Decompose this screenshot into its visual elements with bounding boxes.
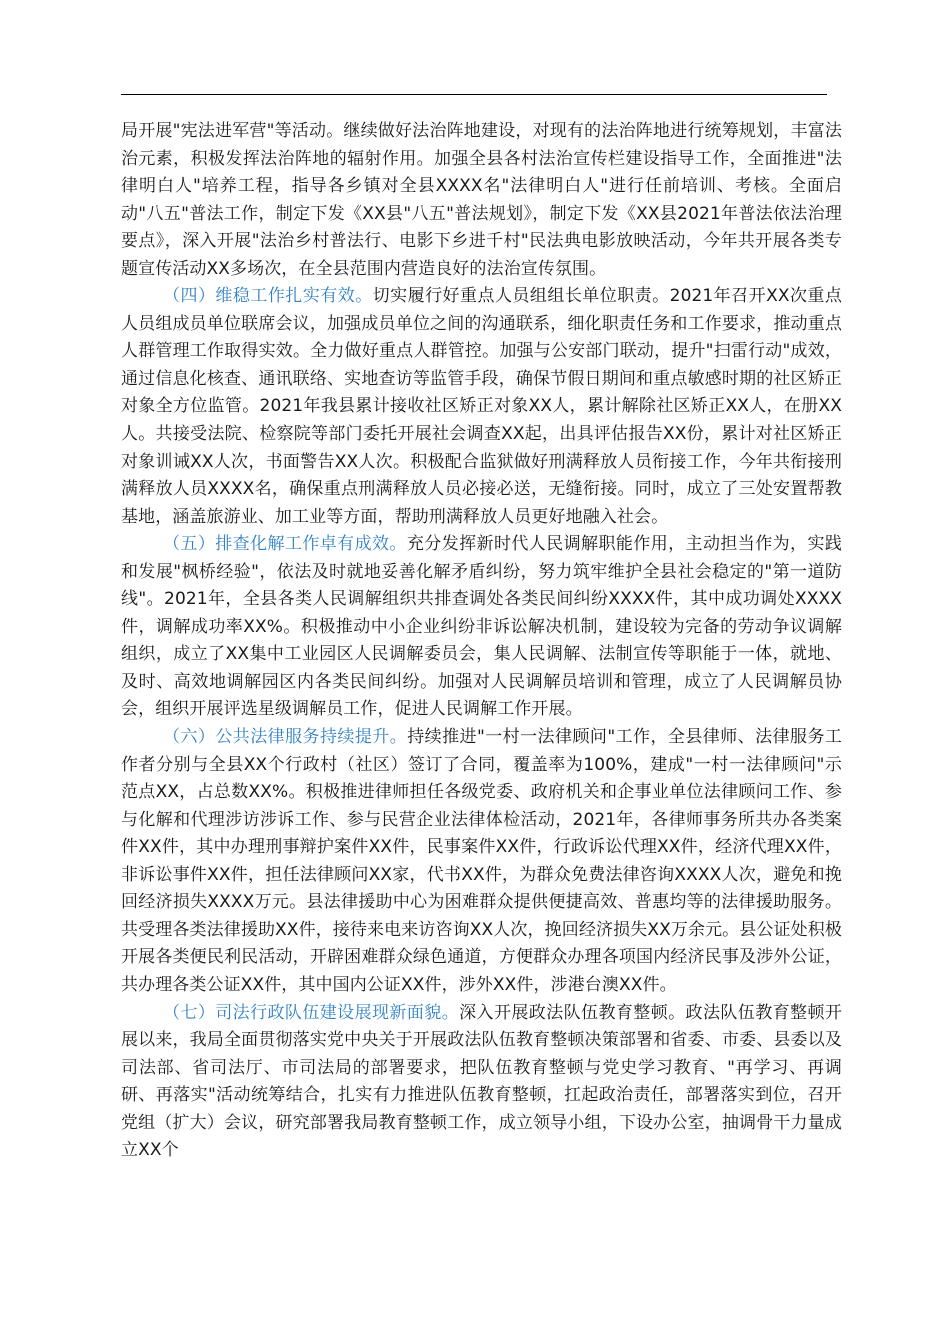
paragraph-stability bbox=[121, 283, 842, 531]
document-body bbox=[121, 118, 842, 1165]
paragraph-body: 深入开展政法队伍教育整顿。政法队伍教育整顿开展以来，我局全面贯彻落实党中央关于开展政法队伍教育整顿决策部署和省委、市委、县委以及司法部、省司法厅、市司法局的部署要求，把队伍教育整顿与党史学习教育、"再学习、再调研、再落实"活动统筹结合，扎实有力推进队伍教育整顿，扛起政治责任，部署落实到位，召开党组（扩大）会议，研究部署我局教育整顿工作，成立领导小组，下设办公室，抽调骨干力量成立XX个 bbox=[121, 1002, 842, 1161]
section-heading-team-building: （七）司法行政队伍建设展现新面貌。 bbox=[163, 1002, 460, 1023]
paragraph-body: 局开展"宪法进军营"等活动。继续做好法治阵地建设，对现有的法治阵地进行统筹规划，丰富法治元素，积极发挥法治阵地的辐射作用。加强全县各村法治宣传栏建设指导工作，全面推进"法律明白人"培养工程，指导各乡镇对全县XXXX名"法律明白人"进行任前培训、考核。全面启动"八五"普法工作，制定下发《XX县"八五"普法规划》，制定下发《XX县2021年普法依法治理要点》，深入开展"法治乡村普法行、电影下乡进千村"民法典电影放映活动，今年共开展各类专题宣传活动XX多场次，在全县范围内营造良好的法治宣传氛围。 bbox=[121, 121, 842, 279]
paragraph-legal-publicity bbox=[121, 118, 842, 283]
section-heading-dispute-resolution: （五）排查化解工作卓有成效。 bbox=[163, 534, 407, 555]
paragraph-legal-services bbox=[121, 724, 842, 999]
header-rule bbox=[121, 94, 827, 95]
paragraph-body: 切实履行好重点人员组组长单位职责。2021年召开XX次重点人员组成员单位联席会议，加强成员单位之间的沟通联系，细化职责任务和工作要求，推动重点人群管理工作取得实效。全力做好重点人群管控。加强与公安部门联动，提升"扫雷行动"成效，通过信息化核查、通讯联络、实地查访等监管手段，确保节假日期间和重点敏感时期的社区矫正对象全方位监管。2021年我县累计接收社区矫正对象XX人，累计解除社区矫正XX人，在册XX人。共接受法院、检察院等部门委托开展社会调查XX起，出具评估报告XX份，累计对社区矫正对象训诫XX人次，书面警告XX人次。积极配合监狱做好刑满释放人员衔接工作，今年共衔接刑满释放人员XXXX名，确保重点刑满释放人员必接必送，无缝衔接。同时，成立了三处安置帮教基地，涵盖旅游业、加工业等方面，帮助刑满释放人员更好地融入社会。 bbox=[121, 286, 842, 527]
section-heading-legal-services: （六）公共法律服务持续提升。 bbox=[163, 727, 408, 748]
paragraph-body: 持续推进"一村一法律顾问"工作，全县律师、法律服务工作者分别与全县XX个行政村（社区）签订了合同，覆盖率为100%，建成"一村一法律顾问"示范点XX，占总数XX%。积极推进律师担任各级党委、政府机关和企事业单位法律顾问工作、参与化解和代理涉访涉诉工作、参与民营企业法律体检活动，2021年，各律师事务所共办各类案件XX件，其中办理刑事辩护案件XX件，民事案件XX件，行政诉讼代理XX件，经济代理XX件，非诉讼事件XX件，担任法律顾问XX家，代书XX件，为群众免费法律咨询XXXX人次，避免和挽回经济损失XXXX万元。县法律援助中心为困难群众提供便捷高效、普惠均等的法律援助服务。共受理各类法律援助XX件，接待来电来访咨询XX人次，挽回经济损失XX万余元。县公证处积极开展各类便民利民活动，开辟困难群众绿色通道，方便群众办理各项国内经济民事及涉外公证，共办理各类公证XX件，其中国内公证XX件，涉外XX件，涉港台澳XX件。 bbox=[121, 727, 842, 995]
paragraph-team-building bbox=[121, 1000, 842, 1165]
paragraph-body: 充分发挥新时代人民调解职能作用，主动担当作为，实践和发展"枫桥经验"，依法及时就地妥善化解矛盾纠纷，努力筑牢维护全县社会稳定的"第一道防线"。2021年，全县各类人民调解组织共排查调处各类民间纠纷XXXX件，其中成功调处XXXX件，调解成功率XX%。积极推动中小企业纠纷非诉讼解决机制，建设较为完备的劳动争议调解组织，成立了XX集中工业园区人民调解委员会，集人民调解、法制宣传等职能于一体，就地、及时、高效地调解园区内各类民间纠纷。加强对人民调解员培训和管理，成立了人民调解员协会，组织开展评选星级调解员工作，促进人民调解工作开展。 bbox=[121, 534, 842, 720]
section-heading-stability: （四）维稳工作扎实有效。 bbox=[163, 286, 373, 307]
paragraph-dispute-resolution bbox=[121, 531, 842, 724]
